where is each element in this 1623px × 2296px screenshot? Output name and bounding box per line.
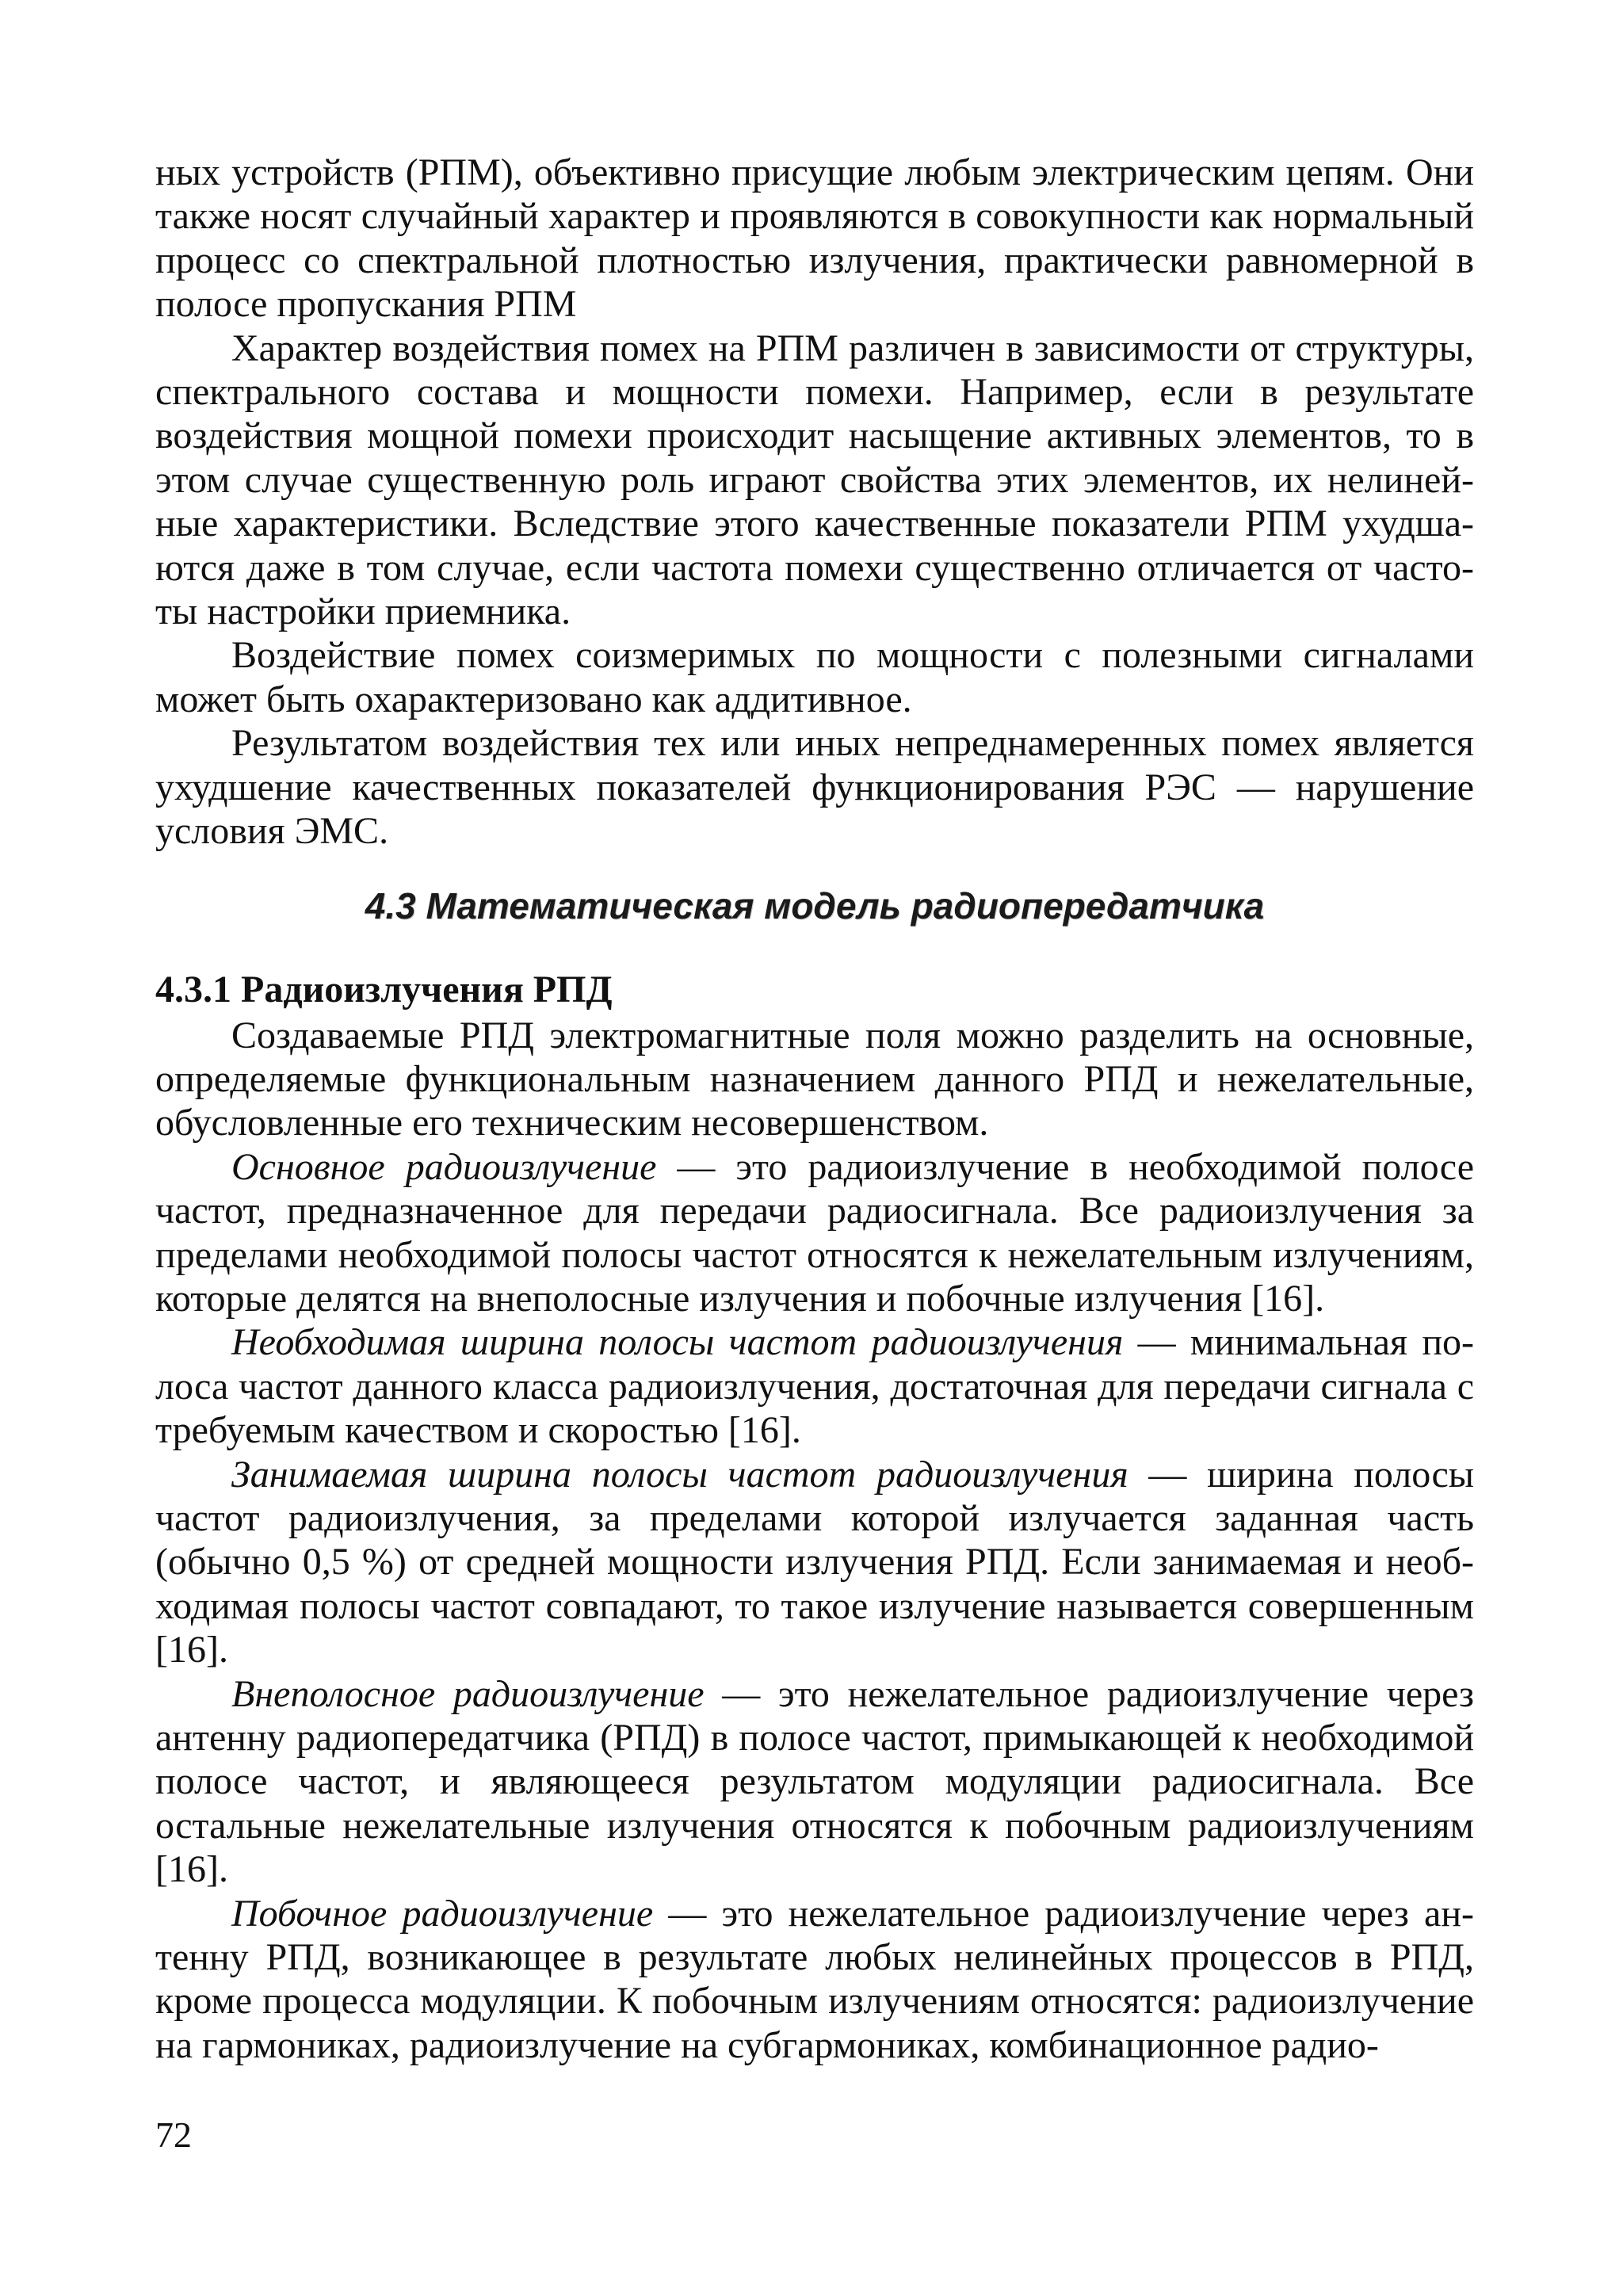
body-paragraph: Результатом воздействия тех или иных непреднамеренных помех является ухудшение качественных показателей функционирования РЭС — нарушение условия ЭМС. <box>155 722 1474 853</box>
body-paragraph: Характер воздействия помех на РПМ различен в зависимости от структуры, спектрального состава и мощности помехи. Например, если в результате воздействия мощной помехи происходит насыщение активных элементов, то в этом случае существенную роль играют свойства этих элементов, их нелинейные характеристики. Вследствие этого качественные показатели РПМ ухудшаются даже в том случае, если частота помехи существенно отличается от частоты настройки приемника. <box>155 327 1474 633</box>
definition-paragraph <box>155 1453 1474 1672</box>
definition-paragraph <box>155 1145 1474 1321</box>
definition-body: — это нежелательное радиоизлучение через антенну РПД, возникающее в результате любых нелинейных процессов в РПД, кроме процесса модуляции. К побочным излучениям относятся: радиоизлучение на гармониках, радиоизлучение на субгармониках, комбинационное радио- <box>155 1892 1475 2066</box>
page-number: 72 <box>155 2115 192 2155</box>
definition-body: — минимальная полоса частот данного класса радиоизлучения, достаточная для передачи сигнала с требуемым качеством и скоростью [16]. <box>155 1321 1475 1452</box>
definition-paragraph <box>155 1320 1474 1452</box>
document-page <box>155 151 1474 2067</box>
body-paragraph: ных устройств (РПМ), объективно присущие любым электрическим цепям. Они также носят случайный характер и проявляются в совокупности как нормальный процесс со спектральной плотностью излучения, практически равномерной в полосе пропускания РПМ <box>155 151 1474 326</box>
definition-paragraph <box>155 1672 1474 1892</box>
definition-term: Занимаемая ширина полосы частот радиоизлучения <box>231 1453 1128 1496</box>
intro-paragraph: Создаваемые РПД электромагнитные поля можно разделить на основные, определяемые функциональным назначением данного РПД и нежелательные, обусловленные его техническим несовершенством. <box>155 1014 1474 1144</box>
body-paragraph: Воздействие помех соизмеримых по мощности с полезными сигналами может быть охарактеризовано как аддитивное. <box>155 634 1474 720</box>
definition-term: Необходимая ширина полосы частот радиоизлучения <box>231 1321 1124 1364</box>
section-heading: 4.3 Математическая модель радиопередатчика <box>365 884 1265 926</box>
definition-term: Основное радиоизлучение <box>231 1145 657 1188</box>
definition-term: Внеполосное радиоизлучение <box>231 1672 705 1715</box>
definition-body: — ширина полосы частот радиоизлучения, за пределами которой излучается заданная часть (обычно 0,5 %) от средней мощности излучения РПД. Если занимаемая и необходимая полосы частот совпадают, то такое излучение называется совершенным [16]. <box>155 1453 1474 1671</box>
definition-body: — это радиоизлучение в необходимой полосе частот, предназначенное для передачи радиосигнала. Все радиоизлучения за пределами необходимой полосы частот относятся к нежелательным излучениям, которые делятся на внеполосные излучения и побочные излучения [16]. <box>155 1145 1475 1320</box>
definition-paragraph <box>155 1892 1474 2068</box>
definition-term: Побочное радиоизлучение <box>231 1892 654 1935</box>
definition-body: — это нежелательное радиоизлучение через антенну радиопередатчика (РПД) в полосе частот, примыкающей к необходимой полосе частот, и являющееся результатом модуляции радиосигнала. Все остальные нежелательные излучения относятся к побочным радиоизлучениям [16]. <box>155 1672 1474 1891</box>
subsection-heading: 4.3.1 Радиоизлучения РПД <box>155 968 613 1010</box>
